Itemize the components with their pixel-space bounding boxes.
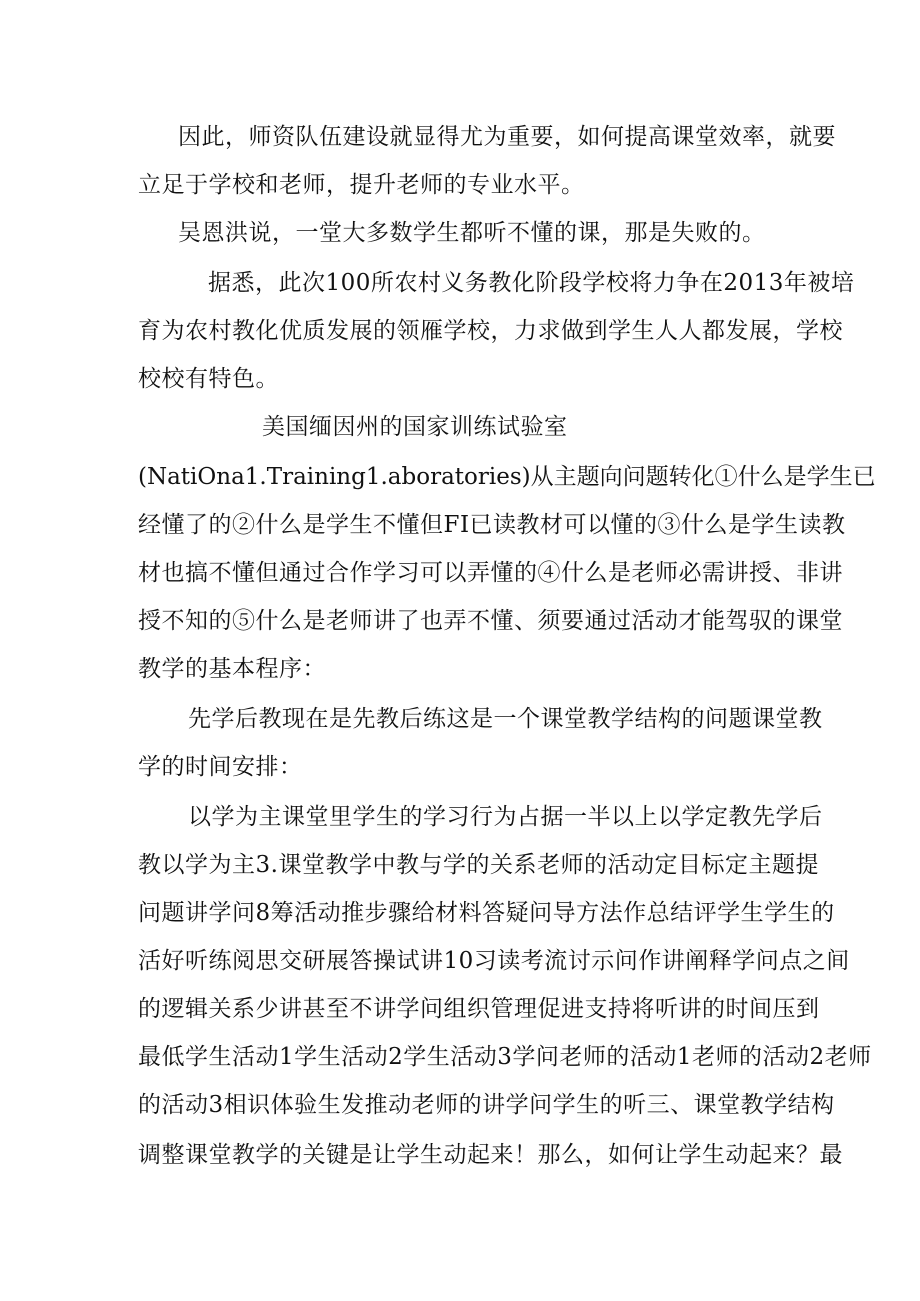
paragraph-3-line-1: 据悉，此次100所农村义务教化阶段学校将力争在2013年被培 xyxy=(208,270,855,296)
paragraph-7-line-4: 活好听练阅思交研展答操试讲10习读考流讨示问作讲阐释学问点之间 xyxy=(138,948,850,974)
paragraph-5-line-3: 材也搞不懂但通过合作学习可以弄懂的④什么是老师必需讲授、非讲 xyxy=(138,560,843,586)
paragraph-7-line-3: 问题讲学问8筹活动推步骤给材料答疑问导方法作总结评学生学生的 xyxy=(138,900,835,926)
paragraph-3-line-2: 育为农村教化优质发展的领雁学校，力求做到学生人人都发展，学校 xyxy=(138,318,843,344)
paragraph-6-line-1: 先学后教现在是先教后练这是一个课堂教学结构的问题课堂教 xyxy=(188,706,823,732)
paragraph-5-line-1: (NatiOna1.Training1.aboratories)从主题向问题转化①什么是学生已 xyxy=(138,464,876,490)
paragraph-7-line-2: 教以学为主3.课堂教学中教与学的关系老师的活动定目标定主题提 xyxy=(138,852,819,878)
paragraph-7-line-1: 以学为主课堂里学生的学习行为占据一半以上以学定教先学后 xyxy=(188,804,823,830)
paragraph-5-line-2: 经懂了的②什么是学生不懂但FI已读教材可以懂的③什么是学生读教 xyxy=(138,512,846,538)
paragraph-1-line-1: 因此，师资队伍建设就显得尤为重要，如何提高课堂效率，就要 xyxy=(178,124,836,150)
paragraph-3-line-3: 校校有特色。 xyxy=(138,366,279,392)
paragraph-6-line-2: 学的时间安排： xyxy=(138,754,303,780)
paragraph-1-line-2: 立足于学校和老师，提升老师的专业水平。 xyxy=(138,172,585,198)
paragraph-7-line-7: 的活动3相识体验生发推动老师的讲学问学生的听三、课堂教学结构 xyxy=(138,1092,835,1118)
paragraph-7-line-8: 调整课堂教学的关键是让学生动起来！那么，如何让学生动起来？最 xyxy=(138,1142,843,1168)
paragraph-5-line-5: 教学的基本程序： xyxy=(138,656,326,682)
paragraph-5-line-4: 授不知的⑤什么是老师讲了也弄不懂、须要通过活动才能驾驭的课堂 xyxy=(138,608,843,634)
paragraph-2-line-1: 吴恩洪说，一堂大多数学生都听不懂的课，那是失败的。 xyxy=(178,220,766,246)
paragraph-7-line-6: 最低学生活动1学生活动2学生活动3学问老师的活动1老师的活动2老师 xyxy=(138,1044,872,1070)
paragraph-7-line-5: 的逻辑关系少讲甚至不讲学问组织管理促进支持将听讲的时间压到 xyxy=(138,996,820,1022)
paragraph-4-line-1: 美国缅因州的国家训练试验室 xyxy=(262,414,568,440)
